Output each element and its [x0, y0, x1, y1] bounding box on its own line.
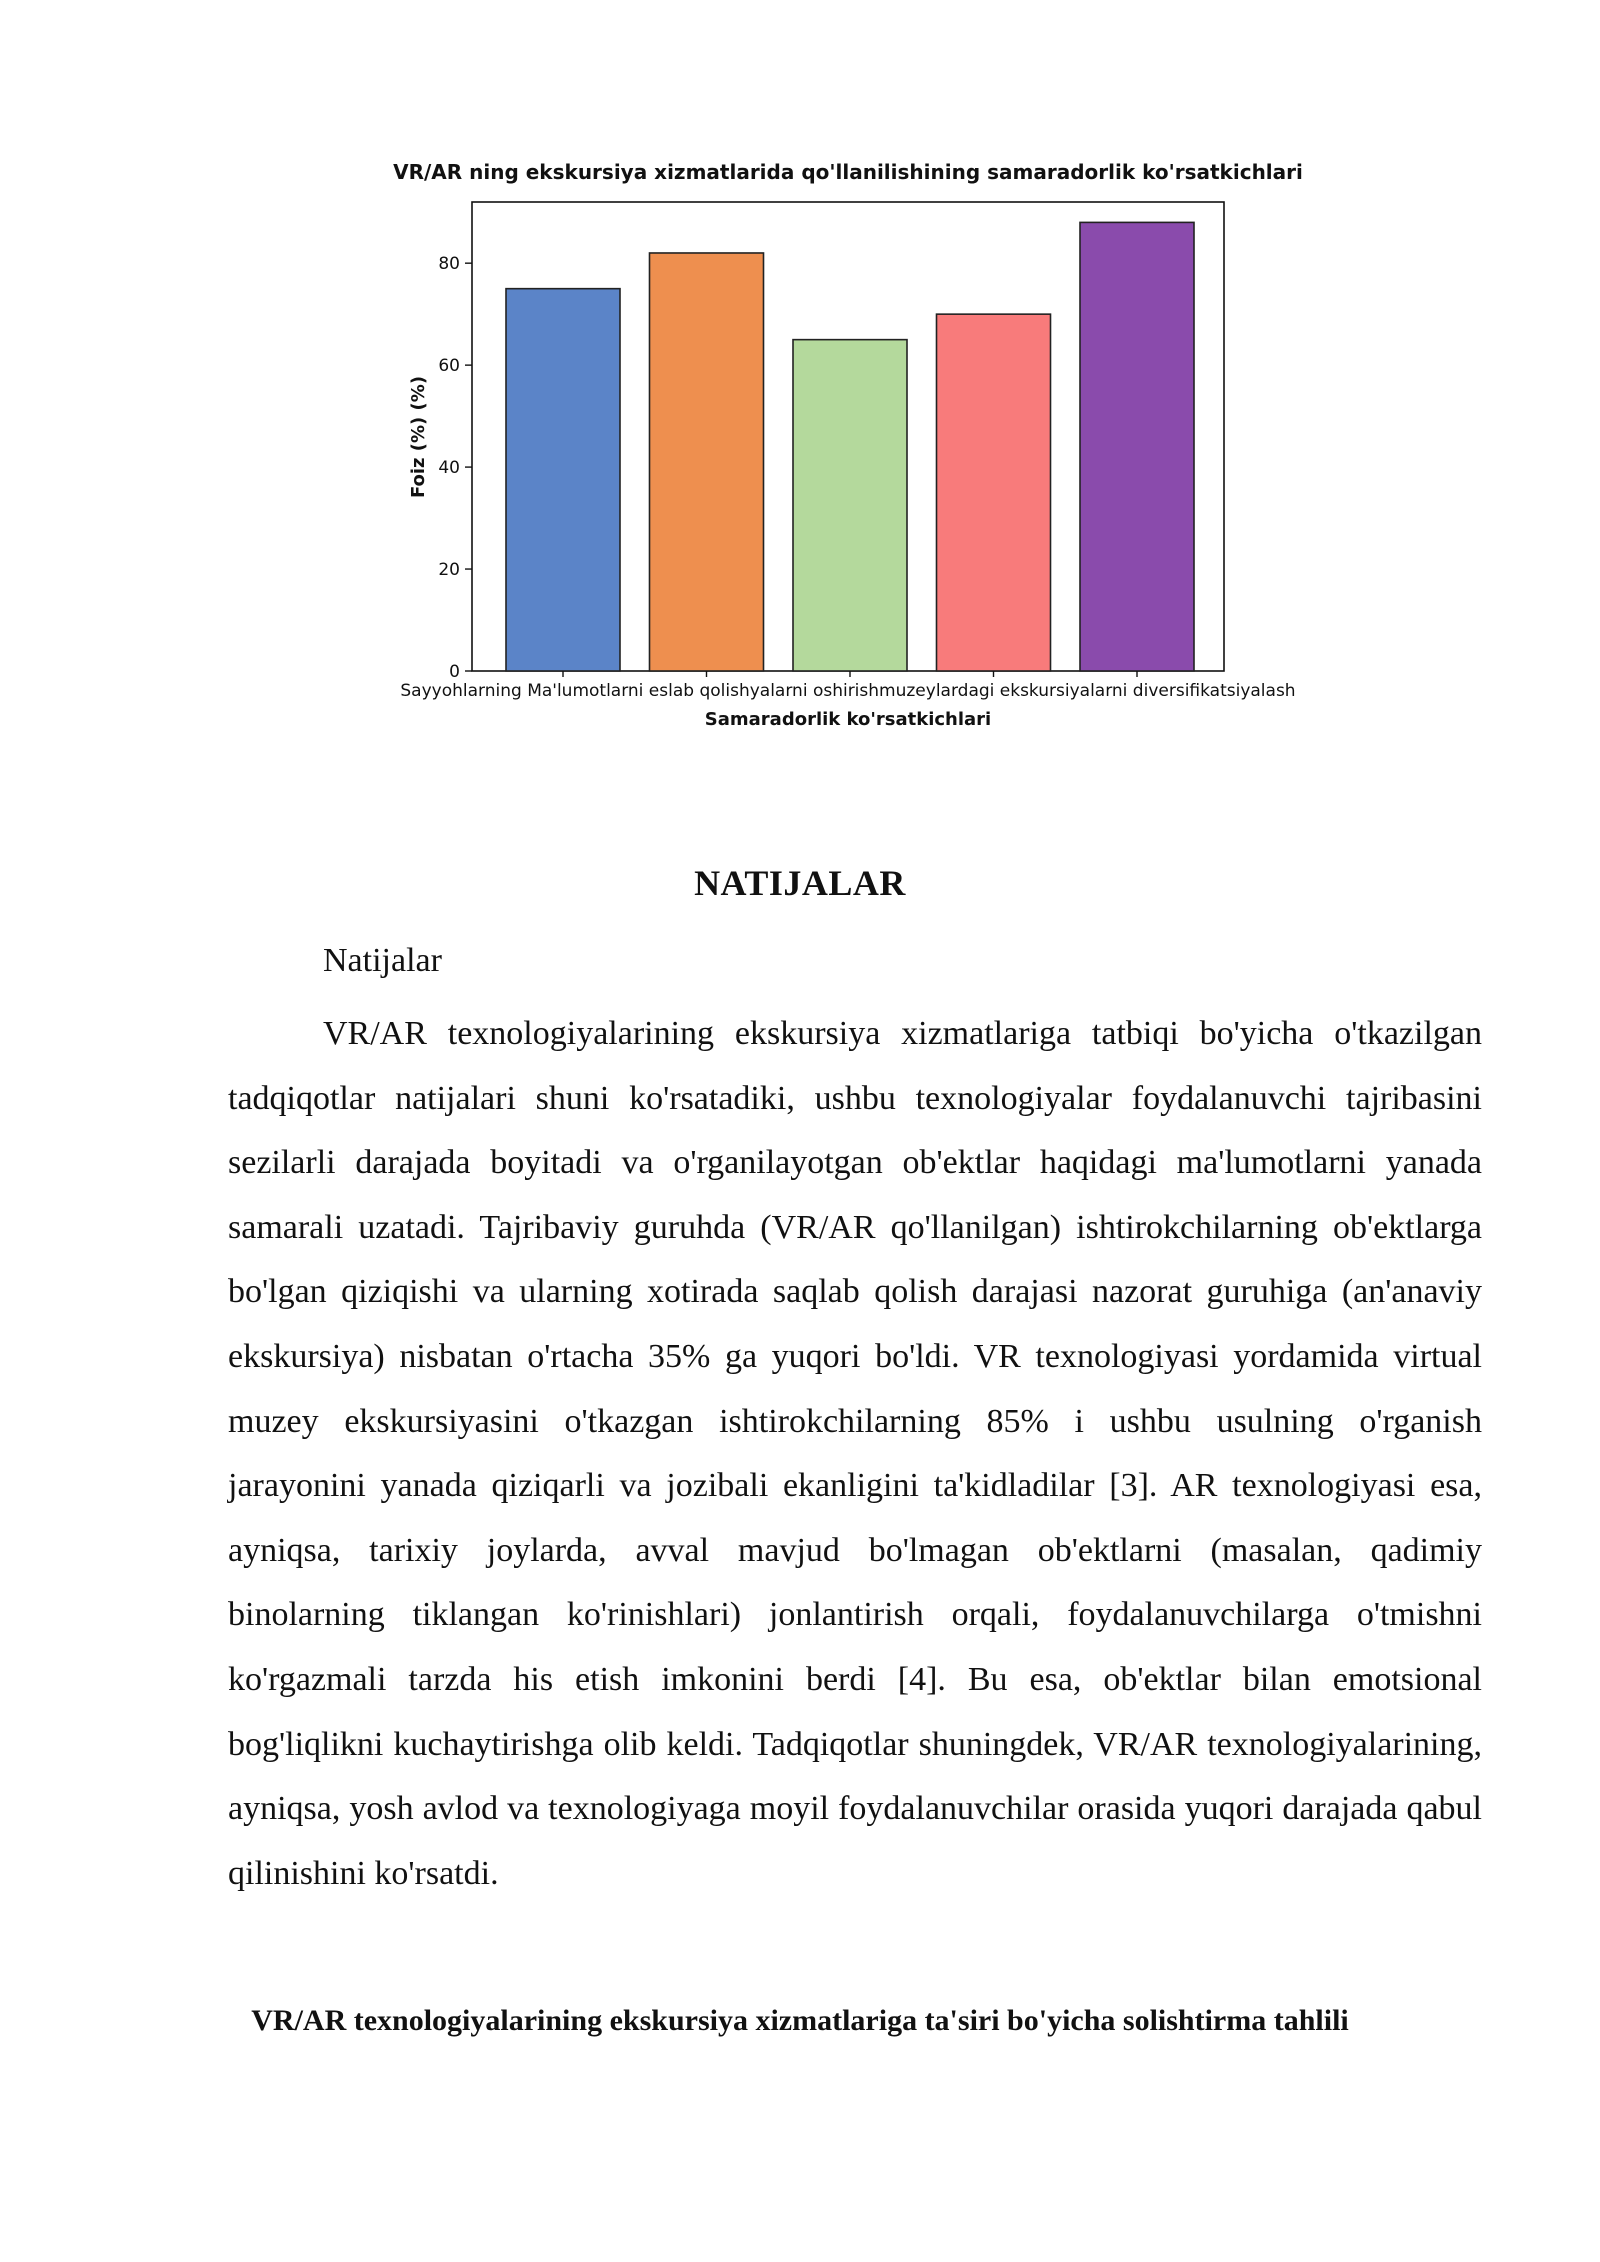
bars-group — [506, 222, 1194, 677]
y-tick-label: 80 — [438, 254, 460, 275]
bar-4 — [937, 314, 1051, 671]
body-paragraph: VR/AR texnologiyalarining ekskursiya xizmatlariga tatbiqi bo'yicha o'tkazilgan tadqiqotlar natijalari shuni ko'rsatadiki, ushbu texnologiyalar foydalanuvchi tajribasini sezilarli darajada boyitadi va o'rganilayotgan ob'ektlar haqidagi ma'lumotlarni yanada samarali uzatadi. Tajribaviy guruhda (VR/AR qo'llanilgan) ishtirokchilarning ob'ektlarga bo'lgan qiziqishi va ularning xotirada saqlab qolish darajasi nazorat guruhiga (an'anaviy ekskursiya) nisbatan o'rtacha 35% ga yuqori bo'ldi. VR texnologiyasi yordamida virtual muzey ekskursiyasini o'tkazgan ishtirokchilarning 85% i ushbu usulning o'rganish jarayonini yanada qiziqarli va jozibali ekanligini ta'kidladilar [3]. AR texnologiyasi esa, ayniqsa, tarixiy joylarda, avval mavjud bo'lmagan ob'ektlarni (masalan, qadimiy binolarning tiklangan ko'rinishlari) jonlantirish orqali, foydalanuvchilarga o'tmishni ko'rgazmali tarzda his etish imkonini berdi [4]. Bu esa, ob'ektlar bilan emotsional bog'liqlikni kuchaytirishga olib keldi. Tadqiqotlar shuningdek, VR/AR texnologiyalarining, ayniqsa, yosh avlod va texnologiyaga moyil foydalanuvchilar orasida yuqori darajada qabul qilinishini ko'rsatdi. — [228, 1015, 1482, 1892]
bar-chart-figure — [0, 0, 1600, 760]
chart-svg — [0, 0, 1600, 760]
y-axis-label: Foiz (%) (%) — [408, 375, 429, 499]
bar-2 — [650, 253, 764, 671]
table-caption: VR/AR texnologiyalarining ekskursiya xizmatlariga ta'siri bo'yicha solishtirma tahlili — [251, 2004, 1349, 2037]
x-axis-label: Samaradorlik ko'rsatkichlari — [704, 709, 992, 730]
bar-5 — [1080, 222, 1194, 671]
y-ticks-group — [438, 254, 472, 682]
x-tick-labels-overlapping: Sayyohlarning Ma'lumotlarni eslab qolishyalarni oshirishmuzeylardagi ekskursiyalarni diversifikatsiyalash — [400, 681, 1296, 701]
y-tick-label: 20 — [438, 560, 460, 581]
section-heading: NATIJALAR — [694, 863, 906, 903]
bar-1 — [506, 289, 620, 671]
bar-3 — [793, 340, 907, 671]
y-tick-label: 0 — [449, 662, 460, 682]
y-tick-label: 40 — [438, 458, 460, 479]
y-tick-label: 60 — [438, 356, 460, 377]
chart-title: VR/AR ning ekskursiya xizmatlarida qo'llanilishining samaradorlik ko'rsatkichlari — [393, 160, 1303, 184]
subheading: Natijalar — [323, 942, 442, 979]
